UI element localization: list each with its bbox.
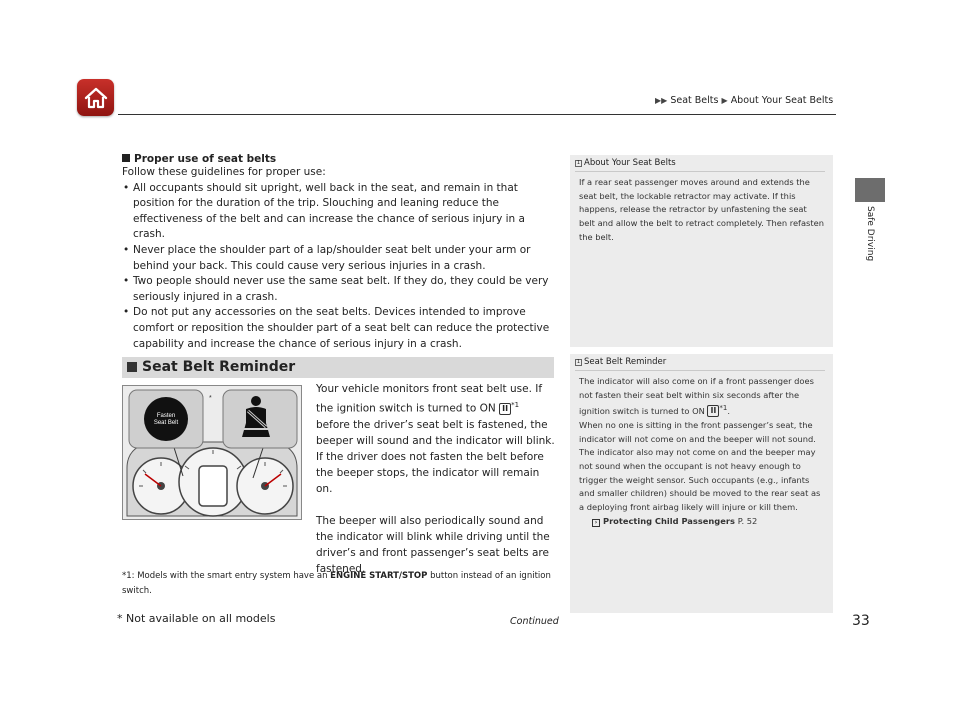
breadcrumb-arrow-icon: ▶▶ <box>655 96 668 105</box>
section-banner <box>122 357 554 378</box>
intro-text: Follow these guidelines for proper use: <box>122 166 326 178</box>
ignition-key-icon: II <box>707 405 719 417</box>
home-icon <box>83 86 109 110</box>
note-icon: 1 <box>576 160 581 166</box>
guidelines-list <box>122 181 556 353</box>
dash-label-1: Fasten <box>156 413 176 419</box>
continued-label: Continued <box>510 616 559 627</box>
footnote-ref: *1 <box>511 401 520 409</box>
home-button[interactable] <box>77 79 114 116</box>
dash-label-2: Seat Belt <box>153 420 179 426</box>
note-heading <box>575 357 825 371</box>
cross-reference-link[interactable] <box>579 515 825 529</box>
dashboard-illustration <box>122 385 302 520</box>
ignition-key-icon: II <box>499 403 511 415</box>
list-item: • Do not put any accessories on the seat belts. Devices intended to improve comfort or reposition the shoulder part of a seat belt can reduce the protective capability and increase the chance of serious injury in a crash. <box>122 305 556 352</box>
reminder-description <box>316 381 556 593</box>
page-number: 33 <box>852 613 870 629</box>
note-body <box>578 371 825 529</box>
instrument-cluster-image <box>123 386 301 519</box>
footnote-ref: *1 <box>719 404 728 413</box>
note-body: If a rear seat passenger moves around and extends the seat belt, the lockable retractor may activate. If this happens, release the retractor by unfastening the seat belt and allow the belt to retract completely. Then refasten the belt. <box>579 177 824 242</box>
not-available-note: * Not available on all models <box>117 612 276 625</box>
link-text[interactable]: Protecting Child Passengers <box>603 515 735 526</box>
breadcrumb-item[interactable]: Seat Belts <box>670 95 719 106</box>
breadcrumb-arrow-icon: ▶ <box>721 96 728 105</box>
reminder-text-a: Your vehicle monitors front seat belt use. If the ignition switch is turned to ON <box>316 383 543 415</box>
banner-title: Seat Belt Reminder <box>142 359 296 375</box>
note-title: About Your Seat Belts <box>584 158 676 168</box>
breadcrumb-item[interactable]: About Your Seat Belts <box>730 95 834 106</box>
footnote-suffix: button instead of an ignition switch. <box>122 571 551 596</box>
reminder-text-b: before the driver’s seat belt is fastened, the beeper will sound and the indicator will blink. If the driver does not fasten the belt before the beeper stops, the indicator will remain on. <box>316 418 555 495</box>
svg-text:*: * <box>209 395 212 402</box>
breadcrumb <box>655 95 833 106</box>
list-item: • All occupants should sit upright, well back in the seat, and remain in that position for the duration of the trip. Slouching and leaning reduce the effectiveness of the belt and can increase the chance of serious injury in a crash. <box>122 181 556 243</box>
list-item: • Never place the shoulder part of a lap/shoulder seat belt under your arm or behind your back. This could cause very serious injuries in a crash. <box>122 243 556 274</box>
chapter-label: Safe Driving <box>865 206 875 262</box>
note-text-a: The indicator will also come on if a front passenger does not fasten their seat belt within six seconds after the ignition switch is turned to ON <box>579 376 814 417</box>
note-text-b: . <box>727 406 731 417</box>
square-bullet-icon <box>122 154 130 162</box>
note-title: Seat Belt Reminder <box>584 357 667 367</box>
header-divider <box>118 114 836 115</box>
section-proper-use <box>122 153 556 352</box>
note-text-c: When no one is sitting in the front passenger’s seat, the indicator will not come on and the beeper will not sound. The indicator also may not come on and the beeper may not sound when the occupant is not heavy enough to trigger the weight sensor. Such occupants (e.g., infants and smaller children) should be moved to the rear seat as a deploying front airbag likely will injure or kill them. <box>579 419 821 513</box>
square-bullet-icon <box>127 362 137 372</box>
note-icon: 1 <box>576 359 581 365</box>
arrow-icon: › <box>592 519 600 527</box>
section-heading-text: Proper use of seat belts <box>134 153 277 165</box>
section-heading <box>122 153 556 165</box>
chapter-tab[interactable] <box>855 178 885 202</box>
reminder-paragraph-2: The beeper will also periodically sound and the indicator will blink while driving until the driver’s and front passenger’s seat belts are fastened. <box>316 514 550 575</box>
footnote-prefix: *1: Models with the smart entry system have an <box>122 571 331 581</box>
reminder-paragraph <box>316 381 556 497</box>
link-page[interactable]: P. 52 <box>737 515 758 526</box>
note-heading <box>575 158 825 172</box>
side-note-about-seat-belts <box>570 155 833 347</box>
side-note-seat-belt-reminder <box>570 354 833 613</box>
footnote <box>122 569 556 599</box>
footnote-bold: ENGINE START/STOP <box>330 571 428 581</box>
list-item: • Two people should never use the same seat belt. If they do, they could be very seriously injured in a crash. <box>122 274 556 305</box>
